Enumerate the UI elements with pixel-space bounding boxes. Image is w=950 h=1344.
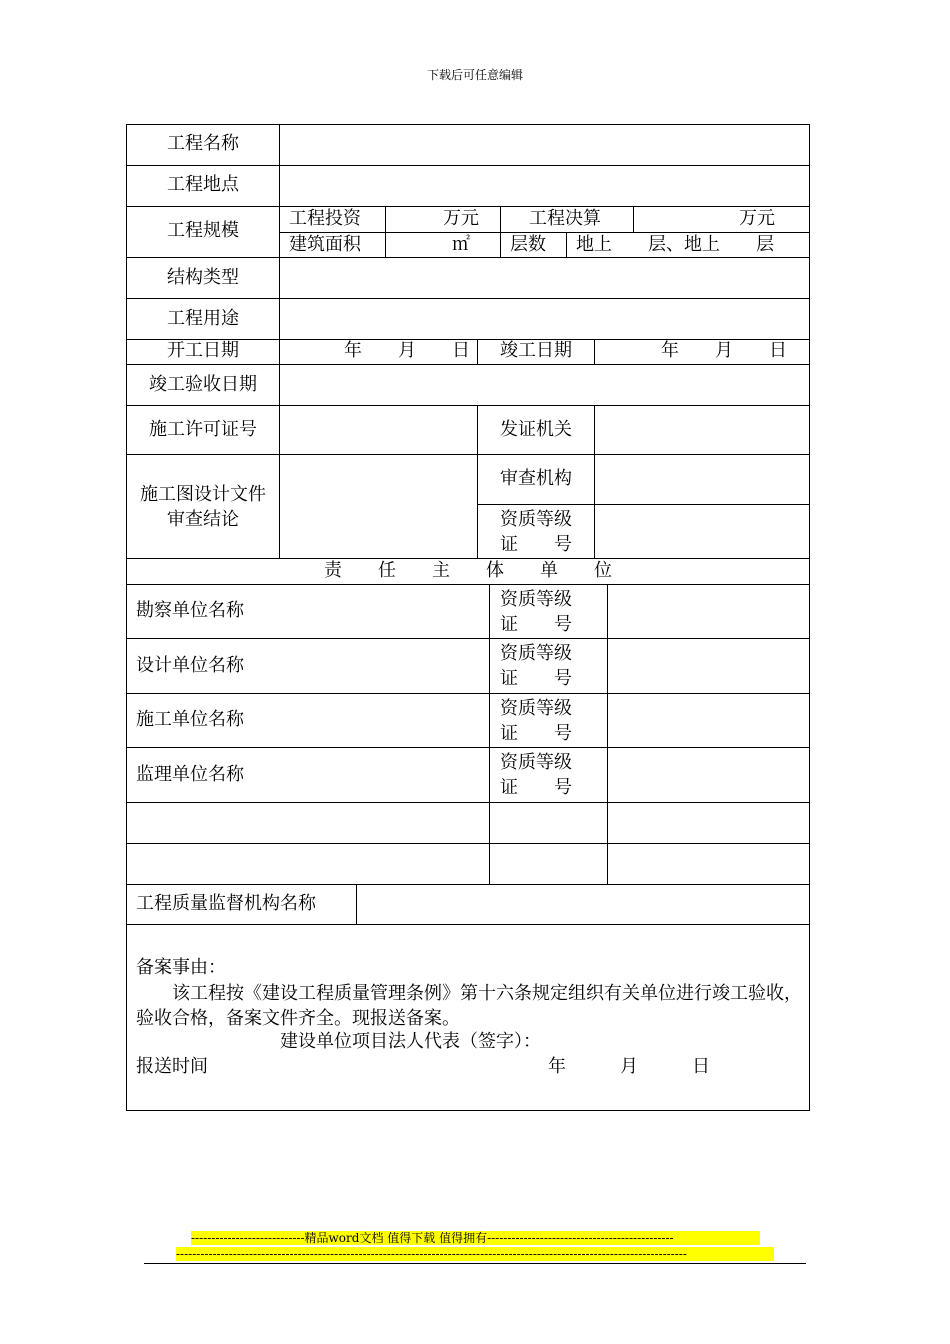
supervision-unit-label: 监理单位名称 — [136, 764, 244, 785]
column-divider — [279, 124, 280, 558]
quality-supervision-label: 工程质量监督机构名称 — [136, 893, 316, 914]
final-accounts-unit: 万元 — [739, 208, 775, 229]
filing-reason-label: 备案事由： — [136, 957, 226, 978]
survey-unit-label: 勘察单位名称 — [136, 600, 244, 621]
column-divider — [566, 232, 567, 257]
start-date-label: 开工日期 — [167, 340, 239, 361]
responsible-parties-title: 责 任 主 体 单 位 — [324, 560, 612, 581]
header-note: 下载后可任意编辑 — [426, 68, 523, 82]
column-divider — [489, 584, 490, 884]
row-divider — [126, 257, 810, 258]
start-date-field[interactable]: 年 月 日 — [344, 340, 470, 361]
supervision-qualification-label: 资质等级证 号 — [500, 752, 572, 798]
acceptance-date-label: 竣工验收日期 — [149, 374, 257, 395]
completion-date-field[interactable]: 年 月 日 — [661, 340, 787, 361]
legal-rep-label: 建设单位项目法人代表（签字）： — [280, 1031, 541, 1052]
row-divider — [126, 364, 810, 365]
row-divider — [126, 693, 810, 694]
row-divider — [126, 924, 810, 925]
issuing-authority-label: 发证机关 — [500, 419, 572, 440]
column-divider — [594, 339, 595, 364]
survey-qualification-label: 资质等级证 号 — [500, 589, 572, 635]
column-divider — [500, 206, 501, 257]
construction-unit-label: 施工单位名称 — [136, 709, 244, 730]
structure-type-label: 结构类型 — [167, 267, 239, 288]
row-divider — [126, 802, 810, 803]
column-divider — [385, 206, 386, 257]
table-border-bottom — [126, 1110, 810, 1111]
project-name-label: 工程名称 — [167, 133, 239, 154]
footer-banner-line1: ----------------------------精品word文档 值得下载 值得拥有---------------------------------------------- — [191, 1231, 760, 1245]
column-divider — [607, 584, 608, 884]
investment-label: 工程投资 — [289, 208, 361, 229]
row-divider — [126, 165, 810, 166]
column-divider — [594, 405, 595, 558]
project-scale-label: 工程规模 — [167, 220, 239, 241]
investment-unit: 万元 — [443, 208, 479, 229]
review-agency-label: 审查机构 — [500, 468, 572, 489]
row-divider — [126, 405, 810, 406]
row-divider — [126, 298, 810, 299]
column-divider — [356, 884, 357, 924]
submit-date-field[interactable]: 年 月 日 — [548, 1056, 710, 1077]
qualification-label: 资质等级证 号 — [500, 509, 572, 555]
table-border-right — [809, 124, 810, 1111]
row-divider — [279, 232, 810, 233]
floor-area-label: 建筑面积 — [289, 234, 361, 255]
floor-area-unit: ㎡ — [452, 234, 470, 255]
submit-time-label: 报送时间 — [136, 1056, 208, 1077]
row-divider — [126, 843, 810, 844]
filing-reason-text: 该工程按《建设工程质量管理条例》第十六条规定组织有关单位进行竣工验收，验收合格，备案文件齐全。现报送备案。 — [136, 983, 802, 1029]
row-divider — [126, 884, 810, 885]
floors-text: 地上 层、地上 层 — [576, 234, 774, 255]
row-divider — [477, 504, 810, 505]
drawing-review-label: 施工图设计文件审查结论 — [140, 484, 266, 530]
row-divider — [126, 206, 810, 207]
footer-rule — [144, 1263, 806, 1264]
row-divider — [126, 454, 810, 455]
final-accounts-label: 工程决算 — [529, 208, 601, 229]
table-border-top — [126, 124, 810, 125]
row-divider — [126, 747, 810, 748]
floors-label: 层数 — [510, 234, 546, 255]
row-divider — [126, 558, 810, 559]
row-divider — [126, 638, 810, 639]
usage-label: 工程用途 — [167, 308, 239, 329]
construction-qualification-label: 资质等级证 号 — [500, 698, 572, 744]
project-location-label: 工程地点 — [167, 174, 239, 195]
completion-date-label: 竣工日期 — [500, 340, 572, 361]
column-divider — [633, 206, 634, 232]
row-divider — [126, 584, 810, 585]
permit-no-label: 施工许可证号 — [149, 419, 257, 440]
design-unit-label: 设计单位名称 — [136, 655, 244, 676]
footer-banner-line2: ------------------------------------------------------------------------------------------------------------------------------ — [176, 1247, 774, 1261]
design-qualification-label: 资质等级证 号 — [500, 643, 572, 689]
